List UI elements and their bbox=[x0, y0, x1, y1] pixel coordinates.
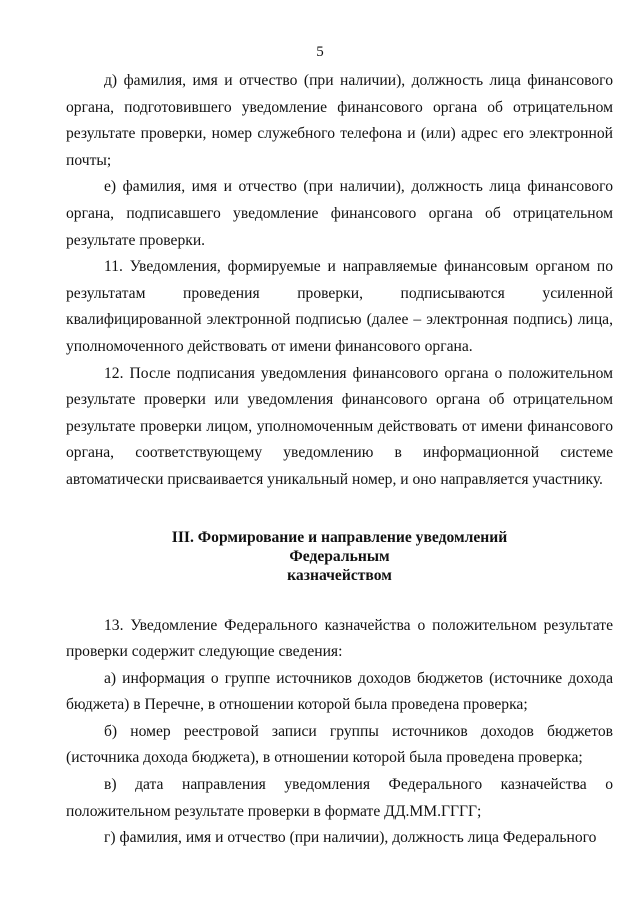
document-body bbox=[66, 68, 613, 852]
paragraph-d: д) фамилия, имя и отчество (при наличии), должность лица финансового органа, подготовившего уведомление финансового органа об отрицательном результате проверки, номер служебного телефона и (или) адрес его электронной почты; bbox=[66, 72, 613, 169]
section-heading bbox=[66, 528, 613, 585]
page-number: 5 bbox=[316, 44, 324, 60]
paragraph-e: е) фамилия, имя и отчество (при наличии), должность лица финансового органа, подписавшего уведомление финансового органа об отрицательном результате проверки. bbox=[66, 178, 613, 249]
paragraph-13: 13. Уведомление Федерального казначейства о положительном результате проверки содержит следующие сведения: bbox=[66, 616, 613, 661]
paragraph-11: 11. Уведомления, формируемые и направляемые финансовым органом по результатам проведения проверки, подписываются усиленной квалифицированной электронной подписью (далее – электронная подпись) лица, уполномоченного действовать от имени финансового органа. bbox=[66, 258, 613, 355]
paragraph-b: б) номер реестровой записи группы источников доходов бюджетов (источника дохода бюджета), в отношении которой была проведена проверка; bbox=[66, 722, 613, 767]
paragraph-a: а) информация о группе источников доходов бюджетов (источнике дохода бюджета) в Перечне, в отношении которой была проведена проверка; bbox=[66, 669, 613, 714]
paragraph-12: 12. После подписания уведомления финансового органа о положительном результате проверки или уведомления финансового органа об отрицательном результате проверки лицом, уполномоченным действовать от имени финансового органа, соответствующему уведомлению в информационной системе автоматически присваивается уникальный номер, и оно направляется участнику. bbox=[66, 364, 613, 488]
paragraph-g: г) фамилия, имя и отчество (при наличии), должность лица Федерального bbox=[104, 829, 597, 847]
section-heading-line-1: III. Формирование и направление уведомлений Федеральным bbox=[171, 528, 508, 565]
section-heading-line-2: казначейством bbox=[287, 566, 392, 584]
paragraph-v: в) дата направления уведомления Федерального казначейства о положительном результате проверки в формате ДД.ММ.ГГГГ; bbox=[66, 776, 613, 820]
